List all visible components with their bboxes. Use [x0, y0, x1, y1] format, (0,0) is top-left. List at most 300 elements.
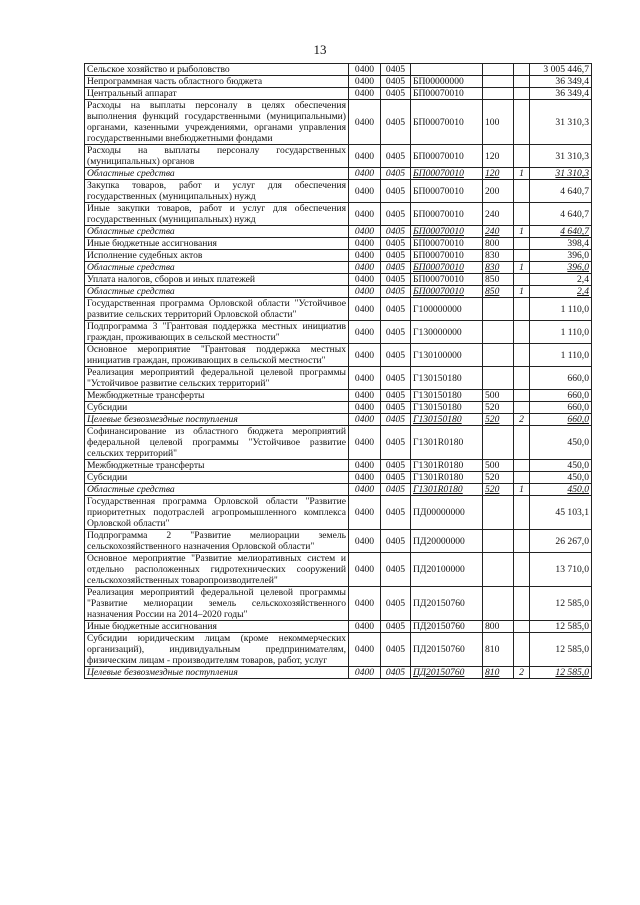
row-expense-type-text: 800 [485, 238, 500, 249]
row-amount-cell [530, 402, 592, 414]
row-amount-text: 31 310,3 [555, 168, 589, 179]
row-subsection-text: 0405 [385, 208, 406, 220]
row-source-cell [514, 100, 530, 145]
row-expense-type-text: 800 [485, 621, 500, 632]
row-expense-type-cell [483, 367, 514, 390]
row-target-code-cell [411, 414, 483, 426]
row-expense-type-text: 850 [485, 274, 500, 285]
row-source-cell [514, 145, 530, 168]
row-subsection-text: 0405 [385, 76, 406, 87]
row-name-text: Субсидии [87, 402, 128, 413]
row-expense-type-cell [483, 344, 514, 367]
row-target-code-cell [411, 633, 483, 667]
row-expense-type-cell [483, 238, 514, 250]
row-subsection-text: 0405 [385, 250, 406, 261]
row-amount-cell [530, 145, 592, 168]
row-source-cell [514, 426, 530, 460]
row-target-code-cell [411, 274, 483, 286]
table-row [85, 180, 592, 203]
row-target-code-cell [411, 76, 483, 88]
row-subsection-cell [381, 64, 411, 76]
row-target-code-cell [411, 321, 483, 344]
row-section-text: 0400 [354, 414, 375, 425]
row-section-cell [349, 180, 381, 203]
row-source-cell [514, 203, 530, 226]
row-source-cell [514, 180, 530, 203]
row-source-cell [514, 390, 530, 402]
row-source-cell [514, 250, 530, 262]
row-section-cell [349, 145, 381, 168]
row-amount-text: 12 585,0 [555, 621, 589, 632]
row-amount-cell [530, 367, 592, 390]
row-amount-cell [530, 426, 592, 460]
row-expense-type-cell [483, 587, 514, 621]
row-name-cell [85, 390, 349, 402]
row-expense-type-cell [483, 402, 514, 414]
row-subsection-text: 0405 [385, 116, 406, 128]
row-target-code-cell [411, 553, 483, 587]
row-target-code-text: ПД20100000 [413, 564, 465, 575]
row-target-code-cell [411, 530, 483, 553]
row-amount-text: 4 640,7 [560, 208, 589, 220]
row-name-text: Межбюджетные трансферты [87, 390, 205, 401]
table-row [85, 64, 592, 76]
row-source-cell [514, 262, 530, 274]
row-name-cell [85, 553, 349, 587]
table-row [85, 621, 592, 633]
row-name-cell [85, 472, 349, 484]
row-amount-text: 450,0 [567, 460, 589, 471]
row-target-code-text: БП00070010 [413, 208, 464, 220]
table-row [85, 496, 592, 530]
row-target-code-cell [411, 100, 483, 145]
row-section-text: 0400 [354, 644, 375, 655]
table-row [85, 321, 592, 344]
row-target-code-text: Г100000000 [413, 303, 462, 315]
row-section-cell [349, 587, 381, 621]
row-name-cell [85, 414, 349, 426]
row-name-cell [85, 238, 349, 250]
row-section-text: 0400 [354, 76, 375, 87]
row-name-text: Иные бюджетные ассигнования [87, 238, 217, 249]
row-section-cell [349, 64, 381, 76]
row-expense-type-text: 520 [485, 472, 500, 483]
row-source-cell [514, 274, 530, 286]
row-target-code-cell [411, 667, 483, 679]
row-expense-type-cell [483, 633, 514, 667]
table-row [85, 367, 592, 390]
row-name-text: Основное мероприятие "Развитие мелиоративных систем и отдельно расположенных гидротехнических сооружений сельскохозяйственных товаропроизводителей" [87, 553, 346, 586]
row-subsection-cell [381, 180, 411, 203]
page-number: 13 [313, 42, 327, 57]
row-target-code-text: Г1301R0180 [413, 437, 464, 448]
row-target-code-cell [411, 426, 483, 460]
table-row [85, 460, 592, 472]
row-name-text: Областные средства [87, 286, 175, 297]
row-subsection-text: 0405 [385, 414, 406, 425]
row-name-text: Субсидии юридическим лицам (кроме некоммерческих организаций), индивидуальным предпринимателям, физическим лицам - производителям товаров, работ, услуг [87, 633, 346, 666]
row-subsection-text: 0405 [385, 226, 406, 237]
row-expense-type-text: 100 [485, 116, 500, 128]
row-expense-type-cell [483, 250, 514, 262]
row-amount-text: 396,0 [567, 262, 589, 273]
row-subsection-text: 0405 [385, 390, 406, 401]
row-subsection-text: 0405 [385, 326, 406, 338]
row-subsection-cell [381, 367, 411, 390]
row-amount-text: 12 585,0 [555, 598, 589, 609]
row-section-cell [349, 484, 381, 496]
row-name-cell [85, 426, 349, 460]
row-source-cell [514, 496, 530, 530]
row-amount-text: 660,0 [567, 372, 589, 384]
row-subsection-cell [381, 203, 411, 226]
row-expense-type-cell [483, 426, 514, 460]
row-target-code-cell [411, 203, 483, 226]
row-name-cell [85, 321, 349, 344]
table-row [85, 667, 592, 679]
row-section-text: 0400 [354, 564, 375, 575]
row-source-cell [514, 587, 530, 621]
row-name-text: Сельское хозяйство и рыболовство [87, 64, 230, 75]
row-subsection-cell [381, 238, 411, 250]
row-subsection-text: 0405 [385, 621, 406, 632]
row-target-code-text: Г1301R0180 [413, 460, 464, 471]
row-subsection-text: 0405 [385, 402, 406, 413]
row-section-cell [349, 426, 381, 460]
row-target-code-text: Г130150180 [413, 372, 462, 384]
row-source-cell [514, 238, 530, 250]
row-amount-text: 660,0 [567, 402, 589, 413]
row-amount-text: 1 110,0 [560, 349, 589, 361]
row-amount-text: 36 349,4 [555, 88, 589, 99]
row-amount-cell [530, 274, 592, 286]
row-section-cell [349, 100, 381, 145]
row-amount-text: 2,4 [577, 274, 589, 285]
row-expense-type-cell [483, 226, 514, 238]
row-subsection-text: 0405 [385, 598, 406, 609]
row-amount-cell [530, 321, 592, 344]
row-target-code-text: Г130150180 [413, 390, 462, 401]
row-target-code-cell [411, 298, 483, 321]
row-source-cell [514, 226, 530, 238]
row-amount-text: 450,0 [567, 472, 589, 483]
row-source-cell [514, 484, 530, 496]
row-source-cell [514, 367, 530, 390]
row-target-code-text: БП00070010 [413, 88, 464, 99]
table-row [85, 88, 592, 100]
row-expense-type-cell [483, 621, 514, 633]
row-name-cell [85, 180, 349, 203]
row-section-text: 0400 [354, 349, 375, 361]
row-name-text: Подпрограмма 2 "Развитие мелиорации земель сельскохозяйственного назначения Орловской области" [87, 530, 346, 552]
row-target-code-text: ПД20000000 [413, 535, 465, 547]
row-expense-type-cell [483, 667, 514, 679]
row-section-text: 0400 [354, 116, 375, 128]
row-source-cell [514, 633, 530, 667]
row-source-cell [514, 64, 530, 76]
row-subsection-cell [381, 621, 411, 633]
row-source-cell [514, 344, 530, 367]
row-target-code-cell [411, 484, 483, 496]
row-name-cell [85, 262, 349, 274]
row-name-text: Уплата налогов, сборов и иных платежей [87, 274, 256, 285]
row-amount-cell [530, 100, 592, 145]
table-row [85, 633, 592, 667]
row-subsection-text: 0405 [385, 88, 406, 99]
row-expense-type-text: 520 [485, 402, 500, 413]
row-expense-type-cell [483, 262, 514, 274]
row-subsection-text: 0405 [385, 238, 406, 249]
row-source-cell [514, 414, 530, 426]
row-name-cell [85, 530, 349, 553]
row-amount-cell [530, 460, 592, 472]
row-name-cell [85, 496, 349, 530]
row-name-text: Областные средства [87, 484, 175, 495]
table-row [85, 100, 592, 145]
row-name-cell [85, 621, 349, 633]
row-subsection-text: 0405 [385, 507, 406, 518]
row-section-cell [349, 496, 381, 530]
table-row [85, 414, 592, 426]
row-target-code-text: Г130100000 [413, 349, 462, 361]
row-source-cell [514, 460, 530, 472]
row-name-text: Реализация мероприятий федеральной целевой программы "Развитие мелиорации земель сельскохозяйственного назначения России на 2014–2020 годы" [87, 587, 346, 620]
row-section-text: 0400 [354, 598, 375, 609]
row-amount-text: 1 110,0 [560, 303, 589, 315]
row-subsection-cell [381, 530, 411, 553]
row-amount-cell [530, 587, 592, 621]
row-target-code-text: БП00070010 [413, 226, 464, 237]
row-amount-text: 450,0 [567, 484, 589, 495]
row-source-text: 1 [519, 484, 524, 495]
row-section-cell [349, 298, 381, 321]
row-target-code-text: БП00070010 [413, 150, 464, 162]
row-target-code-cell [411, 250, 483, 262]
table-row [85, 472, 592, 484]
row-target-code-cell [411, 402, 483, 414]
row-name-cell [85, 402, 349, 414]
row-expense-type-cell [483, 100, 514, 145]
row-amount-text: 4 640,7 [560, 185, 589, 197]
row-subsection-text: 0405 [385, 484, 406, 495]
row-subsection-text: 0405 [385, 303, 406, 315]
row-amount-text: 2,4 [577, 286, 589, 297]
row-section-text: 0400 [354, 460, 375, 471]
row-target-code-text: БП00000000 [413, 76, 464, 87]
row-name-text: Областные средства [87, 262, 175, 273]
row-expense-type-cell [483, 145, 514, 168]
row-target-code-cell [411, 587, 483, 621]
row-name-text: Центральный аппарат [87, 88, 177, 99]
row-expense-type-cell [483, 203, 514, 226]
row-subsection-cell [381, 88, 411, 100]
row-name-cell [85, 460, 349, 472]
row-section-cell [349, 226, 381, 238]
row-amount-cell [530, 286, 592, 298]
row-section-cell [349, 274, 381, 286]
row-amount-text: 12 585,0 [555, 667, 589, 678]
row-section-text: 0400 [354, 274, 375, 285]
row-subsection-cell [381, 667, 411, 679]
row-name-text: Софинансирование из областного бюджета мероприятий федеральной целевой программы "Устойчивое развитие сельских территорий" [87, 426, 346, 459]
row-section-cell [349, 286, 381, 298]
row-source-text: 2 [519, 667, 524, 678]
row-subsection-text: 0405 [385, 349, 406, 361]
row-name-text: Целевые безвозмездные поступления [87, 414, 238, 425]
row-subsection-cell [381, 633, 411, 667]
row-amount-cell [530, 298, 592, 321]
row-target-code-cell [411, 168, 483, 180]
row-source-cell [514, 298, 530, 321]
row-section-text: 0400 [354, 88, 375, 99]
row-amount-cell [530, 168, 592, 180]
row-name-text: Областные средства [87, 226, 175, 237]
row-expense-type-text: 850 [485, 286, 500, 297]
row-target-code-cell [411, 460, 483, 472]
row-target-code-text: ПД20150760 [413, 598, 465, 609]
row-section-text: 0400 [354, 303, 375, 315]
row-name-cell [85, 145, 349, 168]
row-name-text: Иные бюджетные ассигнования [87, 621, 217, 632]
row-section-text: 0400 [354, 667, 375, 678]
table-row [85, 426, 592, 460]
row-name-cell [85, 667, 349, 679]
row-name-text: Иные закупки товаров, работ и услуг для обеспечения государственных (муниципальных) нужд [87, 203, 346, 225]
row-section-text: 0400 [354, 390, 375, 401]
row-amount-text: 3 005 446,7 [543, 64, 589, 75]
table-row [85, 390, 592, 402]
row-subsection-cell [381, 402, 411, 414]
table-row [85, 344, 592, 367]
row-name-cell [85, 203, 349, 226]
row-expense-type-cell [483, 64, 514, 76]
row-name-cell [85, 168, 349, 180]
row-expense-type-cell [483, 321, 514, 344]
row-subsection-cell [381, 262, 411, 274]
row-target-code-text: БП00070010 [413, 168, 464, 179]
row-subsection-text: 0405 [385, 262, 406, 273]
row-amount-text: 4 640,7 [560, 226, 589, 237]
row-target-code-text: ПД00000000 [413, 507, 465, 518]
row-target-code-cell [411, 344, 483, 367]
row-target-code-cell [411, 145, 483, 168]
row-amount-cell [530, 414, 592, 426]
row-amount-cell [530, 472, 592, 484]
row-source-cell [514, 553, 530, 587]
row-subsection-cell [381, 587, 411, 621]
table-row [85, 298, 592, 321]
row-subsection-cell [381, 100, 411, 145]
row-expense-type-cell [483, 484, 514, 496]
row-subsection-cell [381, 414, 411, 426]
row-expense-type-text: 810 [485, 667, 500, 678]
row-section-text: 0400 [354, 262, 375, 273]
row-amount-cell [530, 667, 592, 679]
row-subsection-text: 0405 [385, 564, 406, 575]
row-section-cell [349, 472, 381, 484]
row-amount-text: 26 267,0 [555, 535, 589, 547]
row-target-code-text: ПД20150760 [413, 667, 465, 678]
table-row [85, 238, 592, 250]
row-name-text: Расходы на выплаты персоналу в целях обеспечения выполнения функций государственными (муниципальными) органами, казенными учреждениями, органами управления государственными внебюджетными фондами [87, 100, 346, 144]
row-amount-text: 13 710,0 [555, 564, 589, 575]
row-subsection-cell [381, 168, 411, 180]
row-section-cell [349, 621, 381, 633]
row-name-cell [85, 250, 349, 262]
table-row [85, 203, 592, 226]
row-section-cell [349, 402, 381, 414]
row-amount-cell [530, 64, 592, 76]
row-expense-type-cell [483, 390, 514, 402]
row-target-code-cell [411, 226, 483, 238]
row-subsection-text: 0405 [385, 185, 406, 197]
row-subsection-cell [381, 460, 411, 472]
table-row [85, 553, 592, 587]
row-source-cell [514, 667, 530, 679]
row-expense-type-text: 240 [485, 208, 500, 220]
row-subsection-text: 0405 [385, 64, 406, 75]
row-expense-type-cell [483, 298, 514, 321]
row-name-text: Основное мероприятие "Грантовая поддержка местных инициатив граждан, проживающих в сельской местности" [87, 344, 346, 366]
row-source-cell [514, 472, 530, 484]
row-name-cell [85, 367, 349, 390]
row-amount-cell [530, 344, 592, 367]
row-name-cell [85, 88, 349, 100]
row-section-cell [349, 667, 381, 679]
row-target-code-text: БП00070010 [413, 262, 464, 273]
row-section-text: 0400 [354, 150, 375, 162]
row-section-cell [349, 633, 381, 667]
row-target-code-text: Г1301R0180 [413, 484, 463, 495]
table-row [85, 168, 592, 180]
row-section-text: 0400 [354, 484, 375, 495]
row-expense-type-text: 520 [485, 414, 500, 425]
row-expense-type-cell [483, 460, 514, 472]
row-expense-type-cell [483, 168, 514, 180]
row-expense-type-cell [483, 496, 514, 530]
row-subsection-text: 0405 [385, 274, 406, 285]
row-amount-cell [530, 621, 592, 633]
row-target-code-cell [411, 180, 483, 203]
row-section-text: 0400 [354, 621, 375, 632]
row-target-code-cell [411, 64, 483, 76]
row-amount-cell [530, 496, 592, 530]
row-section-text: 0400 [354, 185, 375, 197]
row-target-code-cell [411, 472, 483, 484]
row-subsection-cell [381, 145, 411, 168]
row-source-cell [514, 286, 530, 298]
row-expense-type-text: 520 [485, 484, 500, 495]
table-row [85, 145, 592, 168]
row-expense-type-text: 830 [485, 250, 500, 261]
row-target-code-text: БП00070010 [413, 274, 464, 285]
table-row [85, 274, 592, 286]
row-source-cell [514, 530, 530, 553]
table-row [85, 587, 592, 621]
row-amount-cell [530, 262, 592, 274]
row-expense-type-cell [483, 553, 514, 587]
row-source-text: 1 [519, 262, 524, 273]
row-target-code-cell [411, 238, 483, 250]
row-subsection-cell [381, 76, 411, 88]
row-expense-type-text: 830 [485, 262, 500, 273]
table-row [85, 530, 592, 553]
row-source-text: 1 [519, 168, 524, 179]
row-subsection-text: 0405 [385, 644, 406, 655]
row-amount-text: 12 585,0 [555, 644, 589, 655]
row-target-code-cell [411, 262, 483, 274]
row-expense-type-text: 500 [485, 390, 500, 401]
